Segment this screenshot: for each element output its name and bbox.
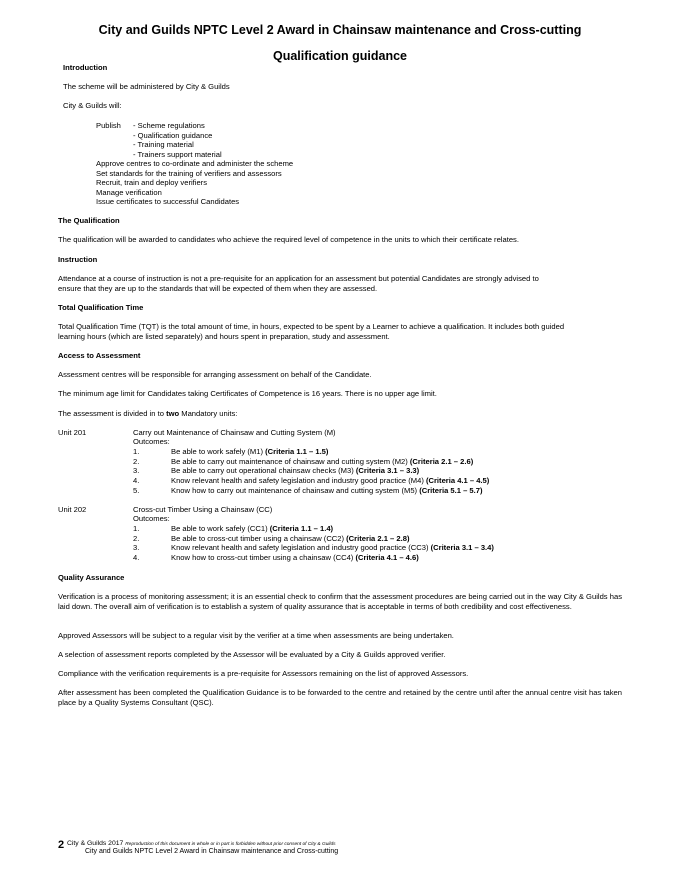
outcome-number: 4. [133,553,140,562]
access-text-2: The minimum age limit for Candidates taking Certificates of Competence is 16 years. There is no upper age limit. [58,389,437,398]
access-heading: Access to Assessment [58,351,141,360]
unit-title: Cross-cut Timber Using a Chainsaw (CC) [133,505,273,514]
outcome-text: Know how to cross-cut timber using a chainsaw (CC4) (Criteria 4.1 – 4.6) [171,553,419,562]
quality-text-1: Verification is a process of monitoring assessment; it is an essential check to confirm that the assessment procedures are being carried out in the way City & Guilds has laid down. The overall aim of verification is to establish a system of quality assurance that is acceptable in terms of both credibility and cost effectiveness. [58,592,622,611]
tqt-heading: Total Qualification Time [58,303,144,312]
unit-code: Unit 201 [58,428,87,437]
quality-heading: Quality Assurance [58,573,125,582]
outcome-number: 2. [133,457,140,466]
publish-list [133,121,222,159]
outcome-text: Be able to cross-cut timber using a chainsaw (CC2) (Criteria 2.1 – 2.8) [171,534,410,543]
quality-text-4: Compliance with the verification requirements is a pre-requisite for Assessors remaining on the list of approved Assessors. [58,669,469,678]
outcome-number: 4. [133,476,140,485]
quality-text-2: Approved Assessors will be subject to a regular visit by the verifier at a time when assessments are being undertaken. [58,631,454,640]
tqt-text-line1: Total Qualification Time (TQT) is the total amount of time, in hours, expected to be spent by a Learner to achieve a qualification. It includes both guided [58,322,565,331]
duty-item: Issue certificates to successful Candidates [96,197,240,207]
outcome-text: Know relevant health and safety legislation and industry good practice (CC3) (Criteria 3.1 – 3.4) [171,543,494,552]
outcome-text: Be able to work safely (CC1) (Criteria 1.1 – 1.4) [171,524,334,533]
outcome-number: 1. [133,524,140,533]
publish-item: - Scheme regulations [133,121,205,130]
qualification-text: The qualification will be awarded to candidates who achieve the required level of competence in the units to which their certificate relates. [58,235,519,244]
outcome-number: 5. [133,486,140,495]
document-subtitle: Qualification guidance [272,49,408,63]
instruction-text-line2: ensure that they are up to the standards that will be expected of them when they are assessed. [58,284,378,293]
outcome-text: Be able to carry out operational chainsaw checks (M3) (Criteria 3.1 – 3.3) [171,466,420,475]
outcome-number: 3. [133,466,140,475]
outcome-text: Be able to work safely (M1) (Criteria 1.1 – 1.5) [171,447,329,456]
outcome-text: Know how to carry out maintenance of chainsaw and cutting system (M5) (Criteria 5.1 – 5.7) [171,486,483,495]
footer-document-title: City and Guilds NPTC Level 2 Award in Chainsaw maintenance and Cross-cutting [85,848,339,855]
quality-text-5: After assessment has been completed the Qualification Guidance is to be forwarded to the centre and retained by the centre until after the annual centre visit has taken place by a Quality Systems Consultant (QSC). [58,688,622,707]
publish-item: - Training material [133,140,194,150]
publish-label: Publish [96,121,121,130]
outcome-number: 1. [133,447,140,456]
outcome-number: 3. [133,543,140,552]
outcome-text: Be able to carry out maintenance of chainsaw and cutting system (M2) (Criteria 2.1 – 2.6) [171,457,474,466]
unit-code: Unit 202 [58,505,87,514]
introduction-will-text: City & Guilds will: [63,101,122,110]
instruction-text-line1: Attendance at a course of instruction is not a pre-requisite for an application for an assessment but potential Candidates are strongly advised to [58,274,539,283]
outcome-text: Know relevant health and safety legislation and industry good practice (M4) (Criteria 4.1 – 4.5) [171,476,490,485]
duty-item: Set standards for the training of verifiers and assessors [96,168,282,178]
outcomes-label: Outcomes: [133,514,170,523]
duty-item: Approve centres to co-ordinate and administer the scheme [96,159,294,168]
duty-item: Recruit, train and deploy verifiers [96,178,208,188]
page-number: 2 [58,839,65,851]
duty-item: Manage verification [96,187,162,197]
duties-list [96,159,293,207]
outcomes-label: Outcomes: [133,437,170,446]
document-title: City and Guilds NPTC Level 2 Award in Chainsaw maintenance and Cross-cutting [98,23,582,37]
footer-notice: Reproduction of this document in whole or in part is forbidden without prior consent of City & Guilds [125,842,336,847]
tqt-text-line2: learning hours (which are listed separately) and hours spent in preparation, study and assessment. [58,332,390,341]
access-text-1: Assessment centres will be responsible for arranging assessment on behalf of the Candidate. [58,370,372,379]
publish-item: - Qualification guidance [133,130,213,140]
publish-item: - Trainers support material [133,149,222,159]
outcome-number: 2. [133,534,140,543]
unit-title: Carry out Maintenance of Chainsaw and Cutting System (M) [133,428,336,437]
instruction-heading: Instruction [58,255,98,264]
footer-copyright: City & Guilds 2017 Reproduction of this document in whole or in part is forbidden without prior consent of City & Guilds [67,840,336,847]
access-text-3: The assessment is divided in to two Mandatory units: [58,409,238,418]
qualification-heading: The Qualification [58,216,120,225]
quality-text-3: A selection of assessment reports completed by the Assessor will be evaluated by a City & Guilds approved verifier. [58,650,446,659]
introduction-text: The scheme will be administered by City & Guilds [63,82,230,91]
introduction-heading: Introduction [63,63,108,72]
